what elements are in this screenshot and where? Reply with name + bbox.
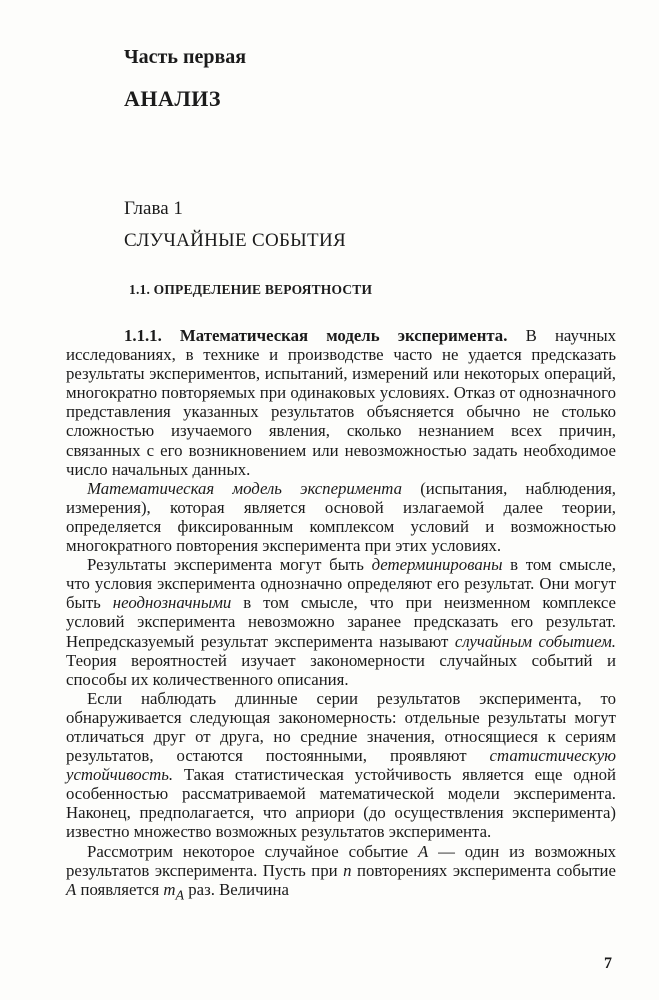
paragraph-text: В научных исследованиях, в технике и производстве часто не удается предсказать результаты экспериментов, испытаний, измерений или некоторых операций, многократно повторяемых при одинаковых условиях. Отказ от однозначного представления указанных результатов объясняется обычно не столько сложностью изучаемого явления, сколько незнанием всех причин, связанных с его возникновением или невозможностью задать необходимое число начальных данных. [66,326,616,479]
page-number: 7 [604,955,612,972]
paragraph-4 [66,689,616,842]
paragraph-text: (испытания, наблюдения, измерения), которая является основой излагаемой далее теории, определяется фиксированным комплексом условий и возможностью многократного повторения эксперимента при этих условиях. [66,478,616,556]
part-title: АНАЛИЗ [124,86,222,111]
emphasis: Математическая модель эксперимента [87,478,403,498]
paragraph-1 [66,326,616,479]
emphasis: статистическую устойчивость. [66,746,616,785]
emphasis: неоднозначными [112,593,232,613]
math-subscript: A [175,888,185,904]
paragraph-text: Если наблюдать длинные серии результатов эксперимента, то обнаруживается следующая закономерность: отдельные результаты могут отличаться друг от друга, но средние значения, относящиеся к сериям результатов, остаются постоянными, проявляют [66,688,616,766]
chapter-heading: Глава 1 [124,198,183,219]
paragraph-text: в том смысле, что условия эксперимента однозначно определяют его результат. Они могут быть [66,555,616,613]
math-symbol: m [163,879,176,899]
paragraph-text: Теория вероятностей изучает закономерности случайных событий и способы их количественного описания. [66,650,616,689]
paragraph-text: Такая статистическая устойчивость является еще одной особенностью рассматриваемой математической модели эксперимента. Наконец, предполагается, что априори (до осуществления эксперимента) известно множество возможных результатов эксперимента. [66,765,616,842]
part-heading: Часть первая [124,46,247,68]
math-symbol: A [417,841,429,861]
paragraph-text: появляется [76,879,164,899]
emphasis: случайным событием. [454,631,617,651]
paragraph-text: Рассмотрим некоторое случайное событие [87,841,418,861]
paragraph-text: — один из возможных результатов эксперимента. Пусть при [66,841,616,880]
paragraph-heading: 1.1.1. Математическая модель эксперимента. [124,326,508,345]
paragraph-text: в том смысле, что при неизменном комплексе условий эксперимента невозможно заранее предсказать его результат. Непредсказуемый результат эксперимента называют [66,593,616,651]
paragraph-3 [66,555,616,689]
paragraph-text: Результаты эксперимента могут быть [87,555,372,575]
math-symbol: n [343,860,352,880]
math-symbol: A [66,879,77,899]
paragraph-5 [66,842,616,906]
emphasis: детерминированы [371,555,503,575]
paragraph-text: раз. Величина [184,879,289,899]
body-text [66,326,616,905]
paragraph-2 [66,479,616,555]
paragraph-text: повторениях эксперимента событие [351,860,616,880]
chapter-title: СЛУЧАЙНЫЕ СОБЫТИЯ [124,230,346,251]
subsection-heading: 1.1. ОПРЕДЕЛЕНИЕ ВЕРОЯТНОСТИ [129,282,373,297]
